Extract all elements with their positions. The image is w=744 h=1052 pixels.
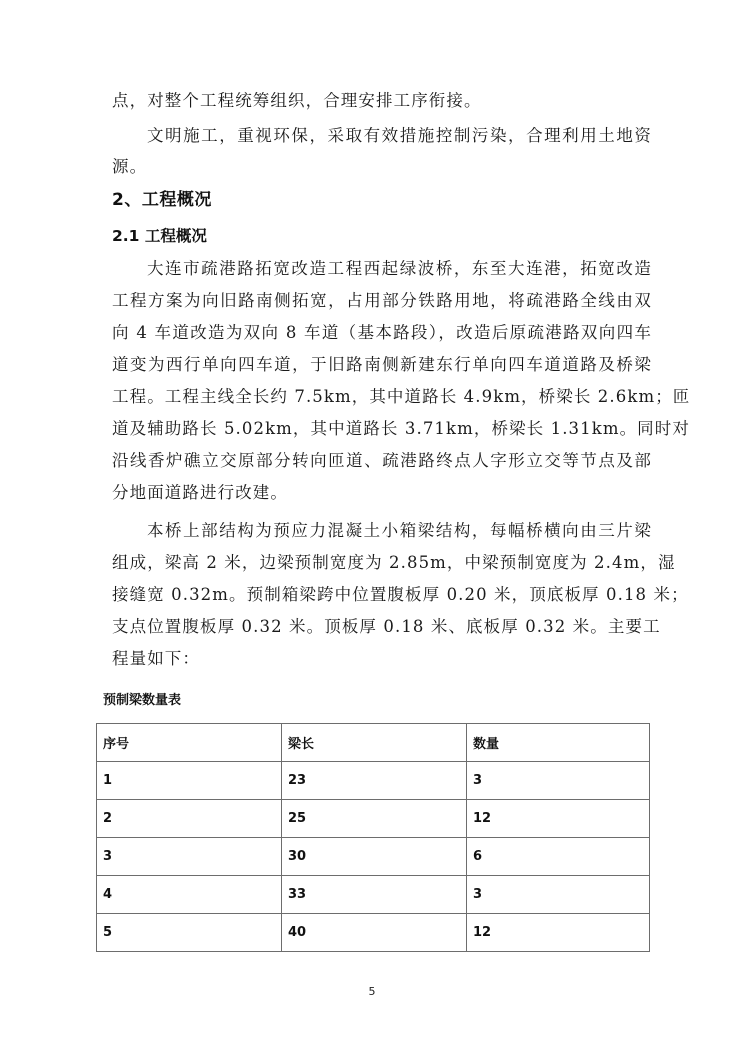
cell-quantity: 6	[467, 838, 650, 876]
cell-length: 30	[282, 838, 467, 876]
table-row	[97, 800, 650, 838]
para2-line-4: 支点位置腹板厚 0.32 米。顶板厚 0.18 米、底板厚 0.32 米。主要工	[112, 617, 661, 636]
table-header-row	[97, 724, 650, 762]
header-serial-number: 序号	[97, 724, 282, 762]
cell-serial: 4	[97, 876, 282, 914]
header-beam-length: 梁长	[282, 724, 467, 762]
cell-serial: 1	[97, 762, 282, 800]
cell-length: 23	[282, 762, 467, 800]
table-row	[97, 914, 650, 952]
para2-line-5: 程量如下：	[112, 649, 200, 668]
para2-line-1: 本桥上部结构为预应力混凝土小箱梁结构，每幅桥横向由三片梁	[147, 521, 652, 540]
intro-line-1: 点，对整个工程统筹组织，合理安排工序衔接。	[112, 91, 482, 110]
table-caption: 预制梁数量表	[103, 693, 182, 708]
table-row	[97, 876, 650, 914]
para1-line-1: 大连市疏港路拓宽改造工程西起绿波桥，东至大连港，拓宽改造	[147, 259, 652, 278]
para1-line-4: 道变为西行单向四车道，于旧路南侧新建东行单向四车道道路及桥梁	[112, 355, 652, 374]
table-row	[97, 838, 650, 876]
para1-line-7: 沿线香炉礁立交原部分转向匝道、疏港路终点人字形立交等节点及部	[112, 451, 652, 470]
intro-line-2: 文明施工，重视环保，采取有效措施控制污染，合理利用土地资	[147, 126, 652, 145]
para1-line-3: 向 4 车道改造为双向 8 车道（基本路段），改造后原疏港路双向四车	[112, 323, 652, 342]
cell-quantity: 3	[467, 876, 650, 914]
para2-line-2: 组成，梁高 2 米，边梁预制宽度为 2.85m，中梁预制宽度为 2.4m，湿	[112, 553, 676, 572]
cell-quantity: 3	[467, 762, 650, 800]
cell-length: 40	[282, 914, 467, 952]
cell-length: 33	[282, 876, 467, 914]
para1-line-5: 工程。工程主线全长约 7.5km，其中道路长 4.9km，桥梁长 2.6km；匝	[112, 387, 691, 406]
cell-serial: 3	[97, 838, 282, 876]
para1-line-2: 工程方案为向旧路南侧拓宽，占用部分铁路用地，将疏港路全线由双	[112, 291, 652, 310]
para1-line-6: 道及辅助路长 5.02km，其中道路长 3.71km，桥梁长 1.31km。同时对	[112, 419, 690, 438]
table-row	[97, 762, 650, 800]
cell-length: 25	[282, 800, 467, 838]
para1-line-8: 分地面道路进行改建。	[112, 483, 288, 502]
cell-quantity: 12	[467, 800, 650, 838]
cell-serial: 5	[97, 914, 282, 952]
precast-beam-quantity-table	[96, 723, 650, 952]
header-quantity: 数量	[467, 724, 650, 762]
intro-line-3: 源。	[112, 157, 148, 176]
cell-serial: 2	[97, 800, 282, 838]
para2-line-3: 接缝宽 0.32m。预制箱梁跨中位置腹板厚 0.20 米，顶底板厚 0.18 米；	[112, 585, 689, 604]
subsection-heading: 2.1 工程概况	[112, 227, 207, 245]
section-heading: 2、工程概况	[112, 190, 212, 210]
cell-quantity: 12	[467, 914, 650, 952]
page-number: 5	[368, 985, 376, 998]
